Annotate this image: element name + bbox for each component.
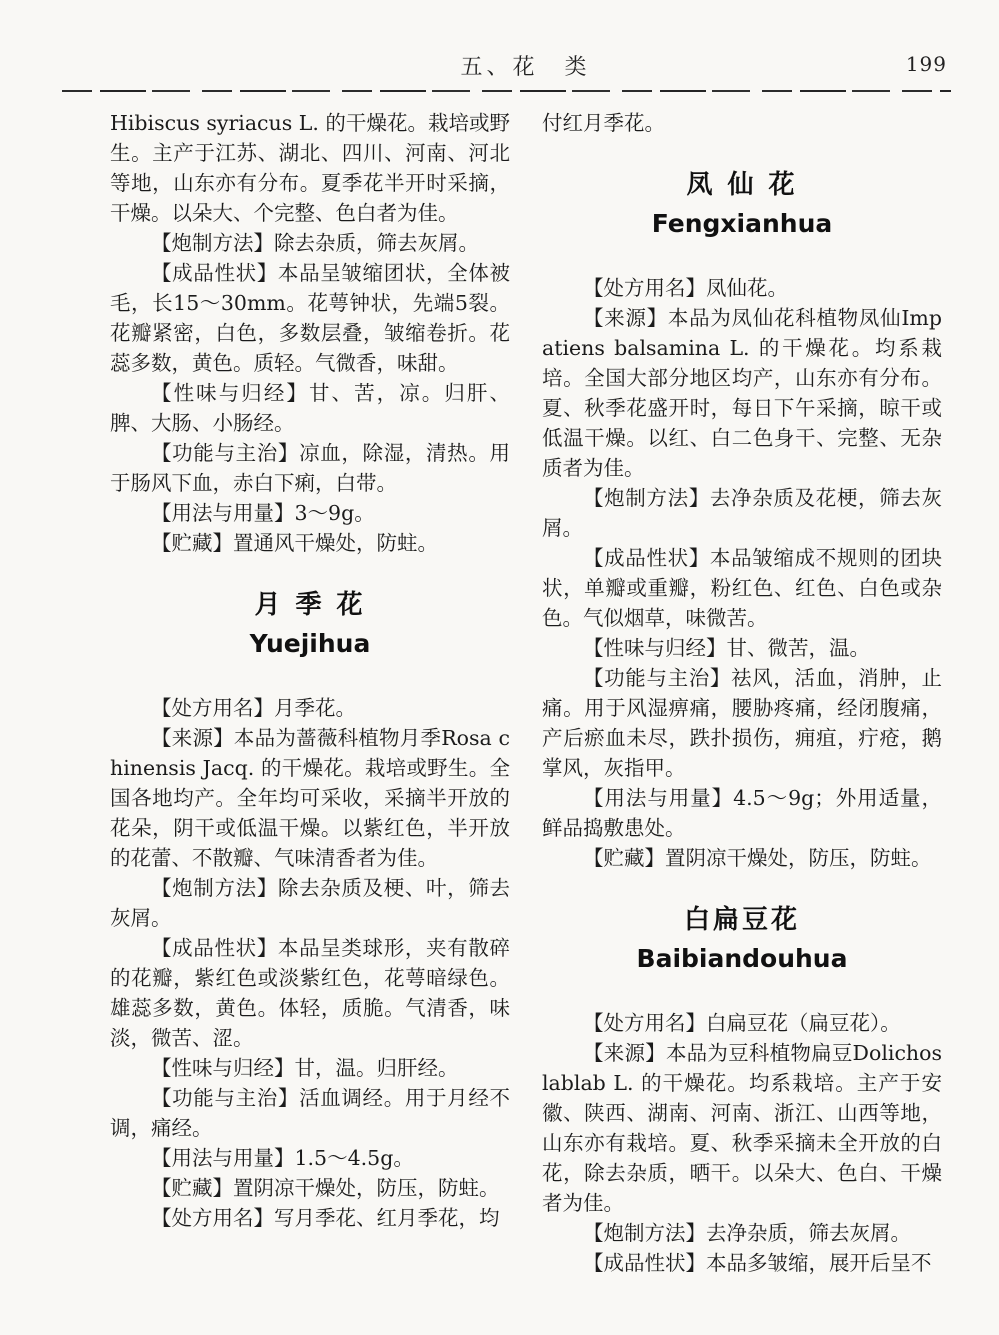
para-mujinhua-functions: 【功能与主治】凉血，除湿，清热。用于肠风下血，赤白下痢，白带。 bbox=[110, 441, 510, 495]
para-fengxianhua-dosage: 【用法与用量】4.5～9g；外用适量，鲜品捣敷患处。 bbox=[542, 786, 942, 840]
left-column bbox=[110, 108, 510, 1278]
para-fengxianhua-functions: 【功能与主治】祛风，活血，消肿，止痛。用于风湿痹痛，腰胁疼痛，经闭腹痛，产后瘀血未尽，跌扑损伤，痈疽，疔疮，鹅掌风，灰指甲。 bbox=[542, 666, 942, 780]
para-mujinhua-preparation: 【炮制方法】除去杂质，筛去灰屑。 bbox=[151, 231, 479, 255]
right-column bbox=[542, 108, 942, 1278]
entry-title-pinyin: Baibiandouhua bbox=[636, 944, 848, 973]
para-baibiandouhua-source: 【来源】本品为豆科植物扁豆Dolichos lablab L. 的干燥花。均系栽培。主产于安徽、陕西、湖南、河南、浙江、山西等地，山东亦有栽培。夏、秋季采摘未全开放的白花，除去杂质，晒干。以朵大、色白、干燥者为佳。 bbox=[542, 1041, 942, 1215]
entry-title-cn: 凤 仙 花 bbox=[686, 170, 798, 200]
para-yuejihua-preparation: 【炮制方法】除去杂质及梗、叶，筛去灰屑。 bbox=[110, 876, 510, 930]
para-baibiandouhua-characters: 【成品性状】本品多皱缩，展开后呈不 bbox=[583, 1251, 932, 1275]
entry-title-pinyin: Fengxianhua bbox=[651, 209, 833, 238]
entry-heading-baibiandouhua bbox=[542, 905, 942, 974]
entry-heading-yuejihua bbox=[110, 590, 510, 659]
para-mujinhua-characters: 【成品性状】本品呈皱缩团状，全体被毛，长15～30mm。花萼钟状，先端5裂。花瓣紧密，白色，多数层叠，皱缩卷折。花蕊多数，黄色。质轻。气微香，味甜。 bbox=[110, 261, 510, 375]
para-yuejihua-taste-meridian: 【性味与归经】甘，温。归肝经。 bbox=[151, 1056, 459, 1080]
para-fengxianhua-source: 【来源】本品为凤仙花科植物凤仙Impatiens balsamina L. 的干燥花。均系栽培。全国大部分地区均产，山东亦有分布。夏、秋季花盛开时，每日下午采摘，晾干或低温干燥。以红、白二色身干、完整、无杂质者为佳。 bbox=[542, 306, 942, 480]
para-yuejihua-dosage: 【用法与用量】1.5～4.5g。 bbox=[151, 1146, 414, 1170]
para-baibiandouhua-prescription-name: 【处方用名】白扁豆花（扁豆花）。 bbox=[583, 1011, 901, 1035]
entry-title-cn: 月 季 花 bbox=[254, 590, 366, 620]
para-fengxianhua-taste-meridian: 【性味与归经】甘、微苦，温。 bbox=[583, 636, 870, 660]
entry-title-cn: 白扁豆花 bbox=[683, 905, 800, 935]
para-fengxianhua-storage: 【贮藏】置阴凉干燥处，防压，防蛀。 bbox=[583, 846, 932, 870]
page-header bbox=[110, 50, 947, 84]
entry-title-pinyin: Yuejihua bbox=[249, 629, 371, 658]
para-fengxianhua-preparation: 【炮制方法】去净杂质及花梗，筛去灰屑。 bbox=[542, 486, 942, 540]
para-mujinhua-storage: 【贮藏】置通风干燥处，防蛀。 bbox=[151, 531, 438, 555]
para-yuejihua-storage: 【贮藏】置阴凉干燥处，防压，防蛀。 bbox=[151, 1176, 500, 1200]
para-yuejihua-functions: 【功能与主治】活血调经。用于月经不调，痛经。 bbox=[110, 1086, 510, 1140]
para-fengxianhua-prescription-name: 【处方用名】凤仙花。 bbox=[583, 276, 788, 300]
header-rule bbox=[62, 90, 951, 92]
page-number: 199 bbox=[905, 52, 947, 76]
para-yuejihua-source: 【来源】本品为蔷薇科植物月季Rosa chinensis Jacq. 的干燥花。栽培或野生。全国各地均产。全年均可采收，采摘半开放的花朵，阴干或低温干燥。以紫红色，半开放的花蕾、不散瓣、气味清香者为佳。 bbox=[110, 726, 510, 870]
para-fengxianhua-characters: 【成品性状】本品皱缩成不规则的团块状，单瓣或重瓣，粉红色、红色、白色或杂色。气似烟草，味微苦。 bbox=[542, 546, 942, 630]
section-title: 五、花 类 bbox=[460, 55, 591, 80]
two-column-text bbox=[110, 108, 941, 1278]
para-yuejihua-prescription-note: 【处方用名】写月季花、红月季花，均 bbox=[151, 1206, 500, 1230]
para-mujinhua-taste-meridian: 【性味与归经】甘、苦，凉。归肝、脾、大肠、小肠经。 bbox=[110, 381, 510, 435]
para-yuejihua-prescription-name: 【处方用名】月季花。 bbox=[151, 696, 356, 720]
entry-heading-fengxianhua bbox=[542, 170, 942, 239]
para-yuejihua-note-continuation: 付红月季花。 bbox=[542, 111, 665, 135]
para-hibiscus-continuation: Hibiscus syriacus L. 的干燥花。栽培或野生。主产于江苏、湖北、四川、河南、河北等地，山东亦有分布。夏季花半开时采摘，干燥。以朵大、个完整、色白者为佳。 bbox=[110, 111, 510, 225]
para-baibiandouhua-preparation: 【炮制方法】去净杂质，筛去灰屑。 bbox=[583, 1221, 911, 1245]
para-yuejihua-characters: 【成品性状】本品呈类球形，夹有散碎的花瓣，紫红色或淡紫红色，花萼暗绿色。雄蕊多数，黄色。体轻，质脆。气清香，味淡，微苦、涩。 bbox=[110, 936, 510, 1050]
para-mujinhua-dosage: 【用法与用量】3～9g。 bbox=[151, 501, 375, 525]
